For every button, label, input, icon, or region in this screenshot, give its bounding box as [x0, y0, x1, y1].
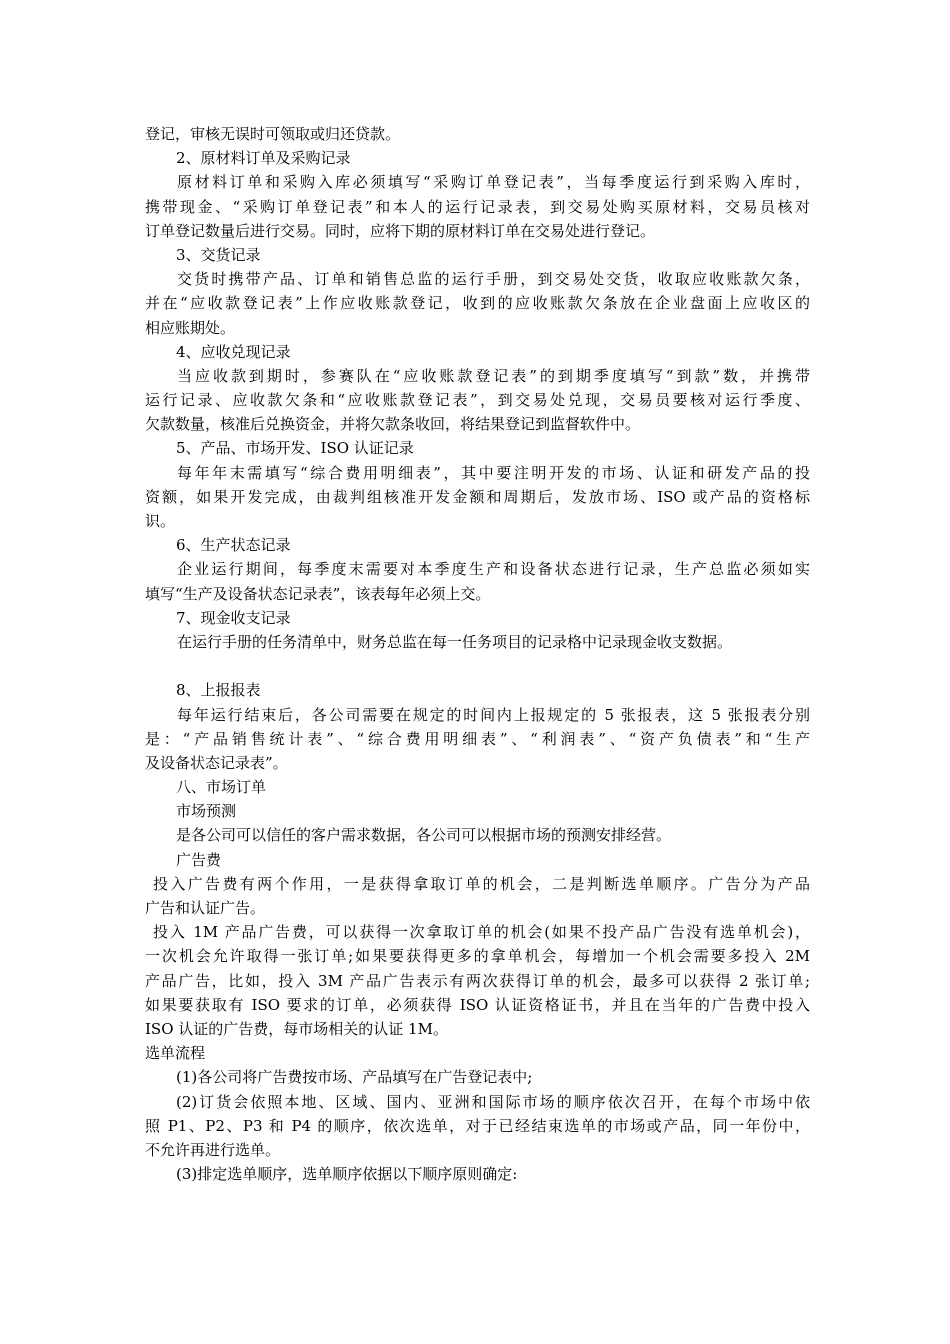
text-line: 投入广告费有两个作用，一是获得拿取订单的机会，二是判断选单顺序。广告分为产品: [153, 874, 810, 893]
text-line-indented: 6、生产状态记录: [176, 536, 291, 555]
text-line: 是：“产品销售统计表”、“综合费用明细表”、“利润表”、“资产负债表”和“生产: [145, 729, 810, 748]
text-line: 订单登记数量后进行交易。同时，应将下期的原材料订单在交易处进行登记。: [145, 221, 656, 240]
text-line: 及设备状态记录表”。: [145, 753, 288, 772]
text-line: 如果要获取有 ISO 要求的订单，必须获得 ISO 认证资格证书，并且在当年的广告费中投入: [145, 995, 810, 1014]
text-line: 运行记录、应收款欠条和“应收账款登记表”，到交易处兑现，交易员要核对运行季度、: [145, 391, 810, 410]
text-line: 照 P1、P2、P3 和 P4 的顺序，依次选单，对于已经结束选单的市场或产品，同一年份中，: [145, 1116, 810, 1135]
text-line: 产品广告，比如，投入 3M 产品广告表示有两次获得订单的机会，最多可以获得 2 张订单;: [145, 971, 810, 990]
text-line: 当应收款到期时，参赛队在“应收账款登记表”的到期季度填写“到款”数，并携带: [177, 366, 810, 385]
text-line: 登记，审核无误时可领取或归还贷款。: [145, 125, 401, 143]
text-line: 欠款数量，核准后兑换资金，并将欠款条收回，将结果登记到监督软件中。: [145, 415, 641, 434]
blank-line: [145, 654, 810, 678]
document-body: [145, 122, 810, 1186]
text-line: 识。: [145, 512, 176, 530]
text-line: 广告和认证广告。: [145, 899, 266, 917]
text-line-indented: 八、市场订单: [176, 778, 267, 797]
text-line: 一次机会允许取得一张订单;如果要获得更多的拿单机会，每增加一个机会需要多投入 2M: [145, 947, 810, 966]
text-line: 在运行手册的任务清单中，财务总监在每一任务项目的记录格中记录现金收支数据。: [177, 632, 733, 651]
text-line-indented: 2、原材料订单及采购记录: [176, 149, 351, 168]
text-line: 并在“应收款登记表”上作应收账款登记，收到的应收账款欠条放在企业盘面上应收区的: [145, 294, 810, 313]
text-line: 选单流程: [145, 1044, 206, 1063]
text-line: (2)订货会依照本地、区域、国内、亚洲和国际市场的顺序依次召开，在每个市场中依: [176, 1092, 810, 1111]
text-line-indented: 广告费: [176, 850, 222, 869]
text-line: 企业运行期间，每季度末需要对本季度生产和设备状态进行记录，生产总监必须如实: [177, 560, 810, 579]
text-line: 交货时携带产品、订单和销售总监的运行手册，到交易处交货，收取应收账款欠条，: [177, 270, 810, 289]
text-line: 填写“生产及设备状态记录表”，该表每年必须上交。: [145, 584, 491, 603]
text-line-indented: 3、交货记录: [176, 245, 261, 264]
text-line: 每年年末需填写“综合费用明细表”，其中要注明开发的市场、认证和研发产品的投: [177, 463, 810, 482]
text-line-indented: 5、产品、市场开发、ISO 认证记录: [176, 439, 414, 458]
text-line: 相应账期处。: [145, 318, 236, 337]
text-line: 携带现金、“采购订单登记表”和本人的运行记录表，到交易处购买原材料，交易员核对: [145, 197, 810, 216]
text-line-indented: 是各公司可以信任的客户需求数据，各公司可以根据市场的预测安排经营。: [176, 826, 672, 845]
text-line: 资额，如果开发完成，由裁判组核准开发金额和周期后，发放市场、ISO 或产品的资格标: [145, 487, 810, 506]
text-line: 每年运行结束后，各公司需要在规定的时间内上报规定的 5 张报表，这 5 张报表分别: [177, 705, 810, 724]
text-line-indented: (1)各公司将广告费按市场、产品填写在广告登记表中;: [176, 1068, 533, 1087]
text-line-indented: 4、应收兑现记录: [176, 342, 291, 361]
text-line: 原材料订单和采购入库必须填写“采购订单登记表”，当每季度运行到采购入库时，: [177, 173, 810, 192]
text-line-indented: 市场预测: [176, 802, 237, 821]
text-line: ISO 认证的广告费，每市场相关的认证 1M。: [145, 1019, 448, 1038]
text-line-indented: 7、现金收支记录: [176, 608, 291, 627]
text-line: 投入 1M 产品广告费，可以获得一次拿取订单的机会(如果不投产品广告没有选单机会)，: [153, 923, 810, 942]
text-line: 不允许再进行选单。: [145, 1140, 281, 1159]
text-line-indented: (3)排定选单顺序，选单顺序依据以下顺序原则确定:: [176, 1165, 518, 1184]
text-line-indented: 8、上报报表: [176, 681, 261, 700]
